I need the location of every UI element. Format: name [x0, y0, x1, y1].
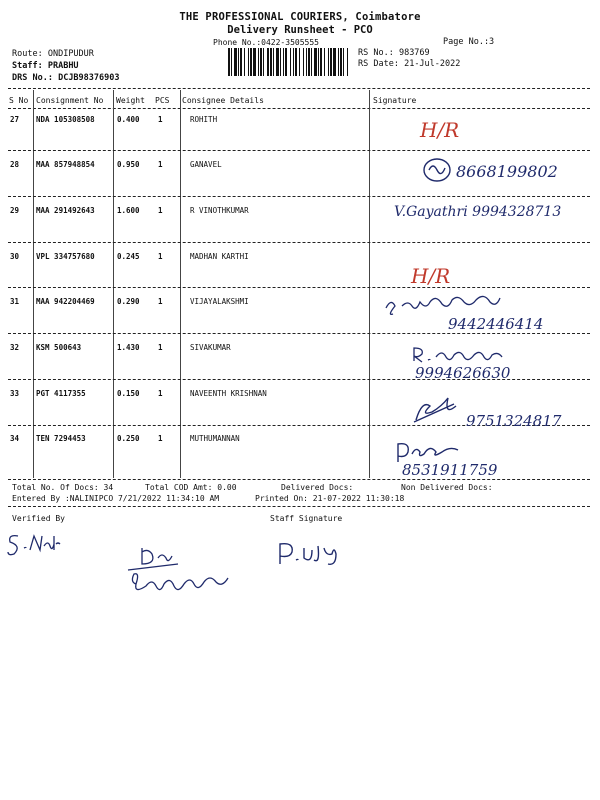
cell-sno: 28: [10, 160, 20, 169]
footer-rule: [8, 506, 590, 507]
cell-sno: 33: [10, 389, 20, 398]
table-top-rule: [8, 88, 590, 89]
cell-sno: 30: [10, 252, 20, 261]
rs-date-label: RS Date:: [358, 59, 399, 69]
signature-row-31: 9442446414: [448, 315, 544, 333]
row-rule: [8, 150, 590, 151]
cell-consignee: R VINOTHKUMAR: [190, 206, 249, 215]
cell-sno: 32: [10, 343, 20, 352]
rs-no-label: RS No.:: [358, 48, 394, 58]
staff-signature-label: Staff Signature: [270, 514, 343, 523]
cell-consignment: MAA 291492643: [36, 206, 95, 215]
rs-date-line: [358, 59, 460, 70]
drs-label: DRS No.:: [12, 73, 53, 83]
cell-pcs: 1: [158, 160, 163, 169]
barcode-icon: [228, 48, 348, 76]
signature-row-33: 9751324817: [466, 412, 562, 430]
cell-pcs: 1: [158, 343, 163, 352]
cell-pcs: 1: [158, 297, 163, 306]
signature-row-34: 8531911759: [402, 461, 498, 479]
cell-consignment: MAA 942204469: [36, 297, 95, 306]
col-divider: [369, 90, 370, 478]
cell-sno: 31: [10, 297, 20, 306]
company-title: THE PROFESSIONAL COURIERS, Coimbatore: [179, 11, 421, 23]
cell-sno: 34: [10, 434, 20, 443]
row-rule: [8, 333, 590, 334]
col-signature-header: Signature: [373, 96, 417, 105]
cell-pcs: 1: [158, 252, 163, 261]
cell-weight: 1.430: [117, 343, 140, 352]
rs-date-value: 21-Jul-2022: [404, 59, 461, 69]
cell-weight: 0.150: [117, 389, 140, 398]
cell-consignee: MADHAN KARTHI: [190, 252, 249, 261]
printed-on: Printed On: 21-07-2022 11:30:18: [255, 494, 405, 503]
cell-weight: 0.250: [117, 434, 140, 443]
total-docs: Total No. Of Docs: 34: [12, 483, 114, 492]
rs-no-value: 983769: [398, 48, 430, 58]
verified-signature-scribble: [6, 530, 58, 558]
verified-by-label: Verified By: [12, 514, 65, 523]
cell-consignment: PGT 4117355: [36, 389, 86, 398]
cell-weight: 0.400: [117, 115, 140, 124]
staff-line: [12, 61, 79, 72]
col-divider: [33, 90, 34, 478]
cell-consignment: KSM 500643: [36, 343, 82, 352]
signature-row-28: 8668199802: [456, 162, 558, 181]
cell-consignee: SIVAKUMAR: [190, 343, 231, 352]
col-pcs-header: PCS: [155, 96, 170, 105]
cell-pcs: 1: [158, 389, 163, 398]
signature-row-32: 9994626630: [415, 364, 511, 382]
entered-by: Entered By :NALINIPCO 7/21/2022 11:34:10 AM: [12, 494, 220, 503]
signature-row-27: H/R: [420, 118, 460, 142]
row-rule: [8, 242, 590, 243]
col-divider: [180, 90, 181, 478]
staff-signature-scribble: [276, 540, 356, 566]
cell-pcs: 1: [158, 434, 163, 443]
cell-weight: 0.950: [117, 160, 140, 169]
non-delivered-docs: Non Delivered Docs:: [401, 483, 493, 492]
cell-consignee: VIJAYALAKSHMI: [190, 297, 249, 306]
cell-weight: 0.290: [117, 297, 140, 306]
cell-consignment: VPL 334757680: [36, 252, 95, 261]
total-cod: Total COD Amt: 0.00: [145, 483, 237, 492]
rs-no-line: [358, 48, 430, 59]
col-sno-header: S No: [9, 96, 29, 105]
cell-consignee: ROHITH: [190, 115, 218, 124]
table-bottom-rule: [8, 479, 590, 480]
route-label: Route:: [12, 49, 43, 59]
page-number: Page No.:3: [443, 37, 495, 47]
staff-value: PRABHU: [47, 61, 79, 71]
route-line: [12, 49, 94, 60]
route-value: ONDIPUDUR: [47, 49, 94, 59]
col-consignee-header: Consignee Details: [182, 96, 264, 105]
document-subtitle: Delivery Runsheet - PCO: [227, 24, 373, 36]
cell-consignee: MUTHUMANNAN: [190, 434, 240, 443]
col-consignment-header: Consignment No: [36, 96, 104, 105]
cell-consignee: NAVEENTH KRISHNAN: [190, 389, 267, 398]
row-rule: [8, 287, 590, 288]
signature-row-29: V.Gayathri 9994328713: [394, 204, 562, 220]
cell-consignee: GANAVEL: [190, 160, 222, 169]
signature-row-30: H/R: [411, 264, 451, 288]
signature-scribble-row-33: [412, 398, 462, 424]
delivered-docs: Delivered Docs:: [281, 483, 354, 492]
cell-consignment: NDA 105308508: [36, 115, 95, 124]
cell-pcs: 1: [158, 206, 163, 215]
signature-scribble-row-28: [422, 156, 452, 184]
verifier-signature-scribble: [120, 544, 260, 602]
col-weight-header: Weight: [116, 96, 145, 105]
cell-sno: 27: [10, 115, 20, 124]
cell-pcs: 1: [158, 115, 163, 124]
signature-scribble-row-32: [412, 345, 522, 365]
drs-value: DCJB98376903: [58, 73, 120, 83]
row-rule: [8, 196, 590, 197]
drs-line: [12, 73, 120, 84]
cell-sno: 29: [10, 206, 20, 215]
cell-weight: 1.600: [117, 206, 140, 215]
staff-label: Staff:: [12, 61, 43, 71]
col-divider: [113, 90, 114, 478]
cell-consignment: TEN 7294453: [36, 434, 86, 443]
cell-consignment: MAA 857948854: [36, 160, 95, 169]
cell-weight: 0.245: [117, 252, 140, 261]
table-header-rule: [8, 108, 590, 109]
phone-number: Phone No.:0422-3505555: [213, 38, 319, 47]
